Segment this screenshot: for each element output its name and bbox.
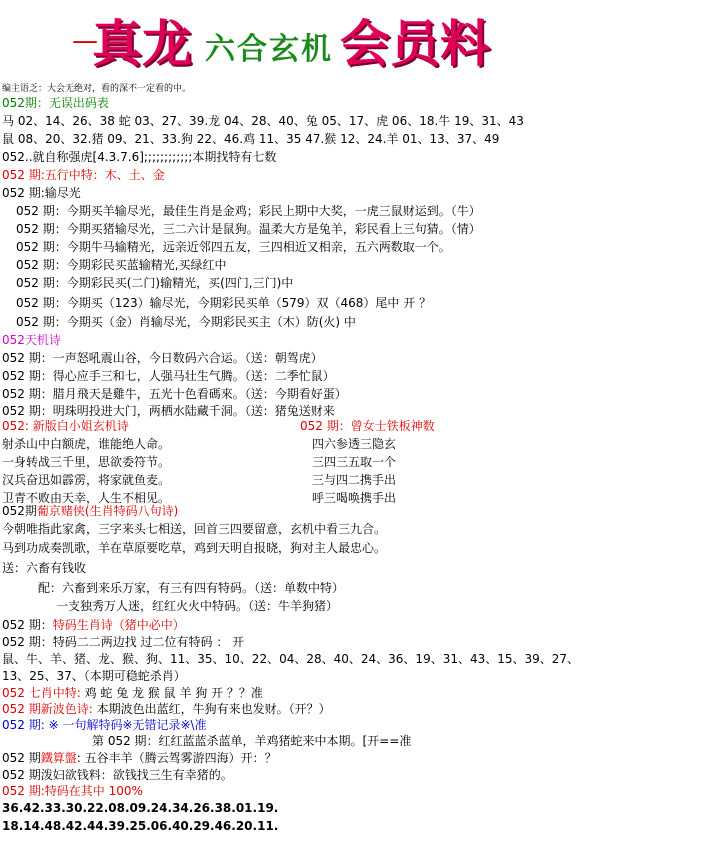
s5-heading-left: 052: 新版白小姐玄机诗 [2,419,129,433]
s5-right-row: 呼三喝唤携手出 [312,491,397,505]
s7-row: 鼠、牛、羊、猪、龙、猴、狗、11、35、10、22、04、28、40、24、36、19、31、43、15、39、27、 [2,652,580,666]
header-title-word1: 真龙 [92,14,192,73]
s13-heading: 052 期:特码在其中 100% [2,784,143,798]
s7-heading-prefix: 052 期： [2,618,53,632]
s3-row: 052 期：今期买（金）肖输尽光，今期彩民买主（木）防(火) 中 [16,315,356,329]
s5-right-row: 四六参透三隐玄 [312,437,397,451]
s3-row: 052 期：今期买（123）输尽光，今期彩民买单（579）双（468）尾中 开 ？ [16,296,432,310]
header-banner [0,0,720,80]
s5-left-row: 汉兵奋迅如霹雳，将家就鱼麦。 [2,473,171,487]
s3-row: 052 期：今期彩民买(二门)输精光，买(四门,三门)中 [16,276,294,290]
s5-left-row: 一身转战三千里，思欲委符节。 [2,455,171,469]
s2-heading: 052 期:五行中特：木、土、金 [2,168,165,182]
s4-heading: 052天机诗 [2,333,61,347]
header-title-word3: 会员料 [340,14,490,73]
s6-row: 马到功成奏凯歌，羊在草原要吃草，鸡到天明自报晓，狗对主人最忠心。 [2,541,387,555]
s4-row: 052 期：腊月飛天是雞牛，五光十色看碼來。（送：今期看好蛋） [2,387,347,401]
s3-row: 052 期：今期彩民买蓝输精光,买绿红中 [16,258,227,272]
s13-row: 36.42.33.30.22.08.09.24.34.26.38.01.19. [2,801,279,815]
s11-body: : 五谷丰羊（腾云驾雾游四海）开：？ [76,751,277,765]
s12-line: 052 期泼妇欲钱料：欲钱找三生有幸猪的。 [2,768,233,782]
s1-row: 052..就自称强虎[4.3.7.6];;;;;;;;;;;;本期找特有七数 [2,150,277,164]
s6-row: 送：六畜有钱收 [2,561,87,575]
s11-line [2,750,277,766]
header-title-word2: 六合玄机 [205,32,333,67]
s1-heading: 052期：无误出码表 [2,96,109,110]
s11-heading: 052 期 [2,751,41,765]
s8-heading: 052 七肖中特: [2,686,81,700]
s5-left-row: 卫青不败由天幸，人生不相见。 [2,491,171,505]
s4-row: 052 期：得心应手三和七，人强马壮生气腾。（送：二季忙鼠） [2,369,335,383]
s3-row: 052 期：今期牛马输精光，远亲近邻四五友，三四相近又相亲，五六两数取一个。 [16,240,451,254]
s8-body: 鸡 蛇 兔 龙 猴 鼠 羊 狗 开 ？？准 [80,686,263,700]
s6-heading-prefix: 052期 [2,504,37,518]
s7-heading [2,617,185,633]
s5-left-row: 射杀山中白额虎，谁能绝人命。 [2,437,171,451]
s9-heading: 052 期新波色诗: [2,702,93,716]
header-dash: — [72,26,98,56]
s11-heading-title: 鐵算盤 [40,751,77,765]
s5-heading-right: 052 期：曾女士铁板神数 [300,419,435,433]
s10-heading: 052 期: ※ 一句解特码※无错记录※\准 [2,718,207,732]
s7-row: 13、25、37、（本期可稳蛇杀肖） [2,669,186,683]
s6-row: 一支独秀万人迷，红红火火中特码。（送：牛羊狗猪） [56,599,339,613]
s6-heading [2,503,178,519]
s4-row: 052 期：一声怒吼震山谷，今日数码六合运。（送：朝驾虎） [2,351,323,365]
s1-row: 马 02、14、26、38 蛇 03、27、39.龙 04、28、40、兔 05、17、虎 06、18.牛 19、31、43 [2,114,524,128]
s9-line [2,701,331,717]
s7-heading-title: 特码生肖诗（猪中必中） [52,618,185,632]
s3-row: 052 期：今期买羊输尽光，最佳生肖是金鸡；彩民上期中大奖，一虎三鼠财运到。（牛） [16,204,481,218]
s1-row: 鼠 08、20、32.猪 09、21、33.狗 22、46.鸡 11、35 47.猴 12、24.羊 01、13、37、49 [2,132,500,146]
editor-note: 编主语乏：大会无绝对，看的深不一定看的中。 [2,84,192,94]
s6-heading-title: 葡京赌侠(生肖特码八句诗) [36,504,179,518]
s9-body: 本期波色出蓝红，牛狗有来也发财。（开？） [92,702,331,716]
s7-row: 052 期：特码二二两边找 过二位有特码 ： 开 [2,635,245,649]
s3-heading: 052 期:输尽光 [2,186,81,200]
s6-row: 今朝唯指此家禽，三字来头七相送，回首三四要留意，玄机中看三九合。 [2,522,387,536]
s5-right-row: 三四三五取一个 [312,455,397,469]
s6-row: 配：六畜到来乐万家，有三有四有特码。（送：单数中特） [38,581,345,595]
s10-row: 第 052 期：红红蓝蓝杀蓝单，羊鸡猪蛇来中本期。[开==准 [92,734,412,748]
s4-row: 052 期：明珠明投进大门，两栖水陆藏千洞。（送：猪兔送财来 [2,404,335,418]
s3-row: 052 期：今期买猪输尽光，三二六计是鼠狗。温柔大方是兔羊，彩民看上三句猜。（情） [16,222,481,236]
s13-row: 18.14.48.42.44.39.25.06.40.29.46.20.11. [2,819,279,833]
s5-right-row: 三与四二携手出 [312,473,397,487]
s8-line [2,685,263,701]
